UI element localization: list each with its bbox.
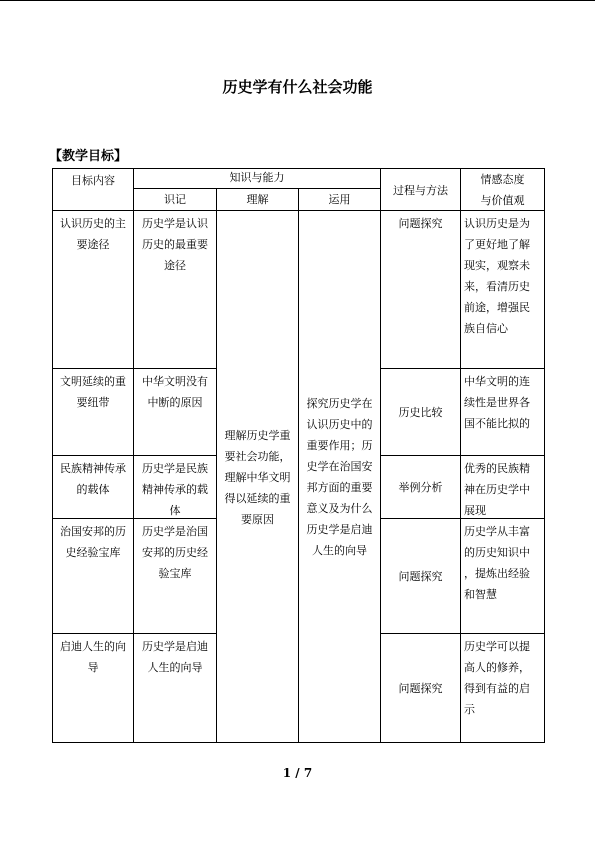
header-knowledge — [133, 168, 381, 189]
row-4-recall-text: 历史学是启迪 人生的向导 — [142, 640, 208, 674]
row-1-process — [380, 368, 461, 456]
section-heading: 【教学目标】 — [49, 149, 128, 164]
row-1-emotion-text: 中华文明的连 续性是世界各 国不能比拟的 — [464, 375, 530, 430]
apply-merged — [298, 210, 381, 743]
row-2-process — [380, 455, 461, 519]
row-3-goal-text: 治国安邦的历 史经验宝库 — [60, 525, 126, 559]
row-4-process-text: 问题探究 — [398, 682, 443, 695]
understand-merged-text: 理解历史学重 要社会功能， 理解中华文明 得以延续的重 要原因 — [224, 428, 291, 526]
header-knowledge-text: 知识与能力 — [229, 171, 285, 184]
row-3-recall — [133, 518, 217, 634]
row-3-process — [380, 518, 461, 634]
row-4-emotion-text: 历史学可以提 高人的修养， 得到有益的启 示 — [464, 640, 530, 716]
row-4-recall — [133, 633, 217, 743]
understand-merged — [216, 210, 299, 743]
row-4-goal-text: 启迪人生的向 导 — [60, 640, 126, 674]
page-number: 1 / 7 — [282, 766, 313, 780]
row-0-emotion — [460, 210, 545, 369]
row-3-recall-text: 历史学是治国 安邦的历史经 验宝库 — [142, 525, 208, 580]
row-0-emotion-text: 认识历史是为 了更好地了解 现实，观察未 来，看清历史 前途，增强民 族自信心 — [464, 217, 530, 335]
header-emotion-text: 情感态度 与价值观 — [480, 173, 525, 207]
row-4-goal — [52, 633, 134, 743]
row-1-process-text: 历史比较 — [398, 406, 443, 419]
row-3-goal — [52, 518, 134, 634]
row-1-emotion — [460, 368, 545, 456]
row-1-recall — [133, 368, 217, 456]
row-0-goal — [52, 210, 134, 369]
row-4-emotion — [460, 633, 545, 743]
row-2-emotion-text: 优秀的民族精 神在历史学中 展现 — [464, 462, 530, 517]
page-title: 历史学有什么社会功能 — [222, 78, 373, 96]
row-0-recall — [133, 210, 217, 369]
row-2-goal-text: 民族精神传承 的载体 — [60, 462, 126, 496]
row-1-recall-text: 中华文明没有 中断的原因 — [142, 375, 208, 409]
header-understand-text: 理解 — [246, 193, 269, 206]
row-2-recall — [133, 455, 217, 519]
header-process — [380, 168, 461, 211]
header-apply — [298, 188, 381, 211]
row-2-recall-text: 历史学是民族 精神传承的载 体 — [142, 462, 208, 517]
header-understand — [216, 188, 299, 211]
row-1-goal-text: 文明延续的重 要纽带 — [60, 375, 126, 409]
row-3-emotion — [460, 518, 545, 634]
row-0-goal-text: 认识历史的主 要途径 — [60, 217, 126, 251]
header-recall-text: 识记 — [164, 193, 186, 206]
row-2-emotion — [460, 455, 545, 519]
header-process-text: 过程与方法 — [393, 183, 448, 197]
row-0-recall-text: 历史学是认识 历史的最重要 途径 — [142, 217, 208, 272]
row-2-process-text: 举例分析 — [398, 481, 443, 494]
header-goal — [52, 168, 134, 211]
header-recall — [133, 188, 217, 211]
top-rule — [0, 0, 595, 1]
row-3-process-text: 问题探究 — [398, 570, 443, 583]
row-0-process-text: 问题探究 — [398, 217, 443, 230]
row-0-process — [380, 210, 461, 369]
row-1-goal — [52, 368, 134, 456]
apply-merged-text: 探究历史学在 认识历史中的 重要作用；历 史学在治国安 邦方面的重要 意义及为什么 历史学是启迪 人生的向导 — [306, 397, 373, 557]
header-apply-text: 运用 — [328, 193, 351, 206]
header-emotion — [460, 168, 545, 211]
row-3-emotion-text: 历史学从丰富 的历史知识中 ，提炼出经验 和智慧 — [464, 525, 530, 601]
header-goal-text: 目标内容 — [71, 174, 115, 187]
row-4-process — [380, 633, 461, 743]
row-2-goal — [52, 455, 134, 519]
